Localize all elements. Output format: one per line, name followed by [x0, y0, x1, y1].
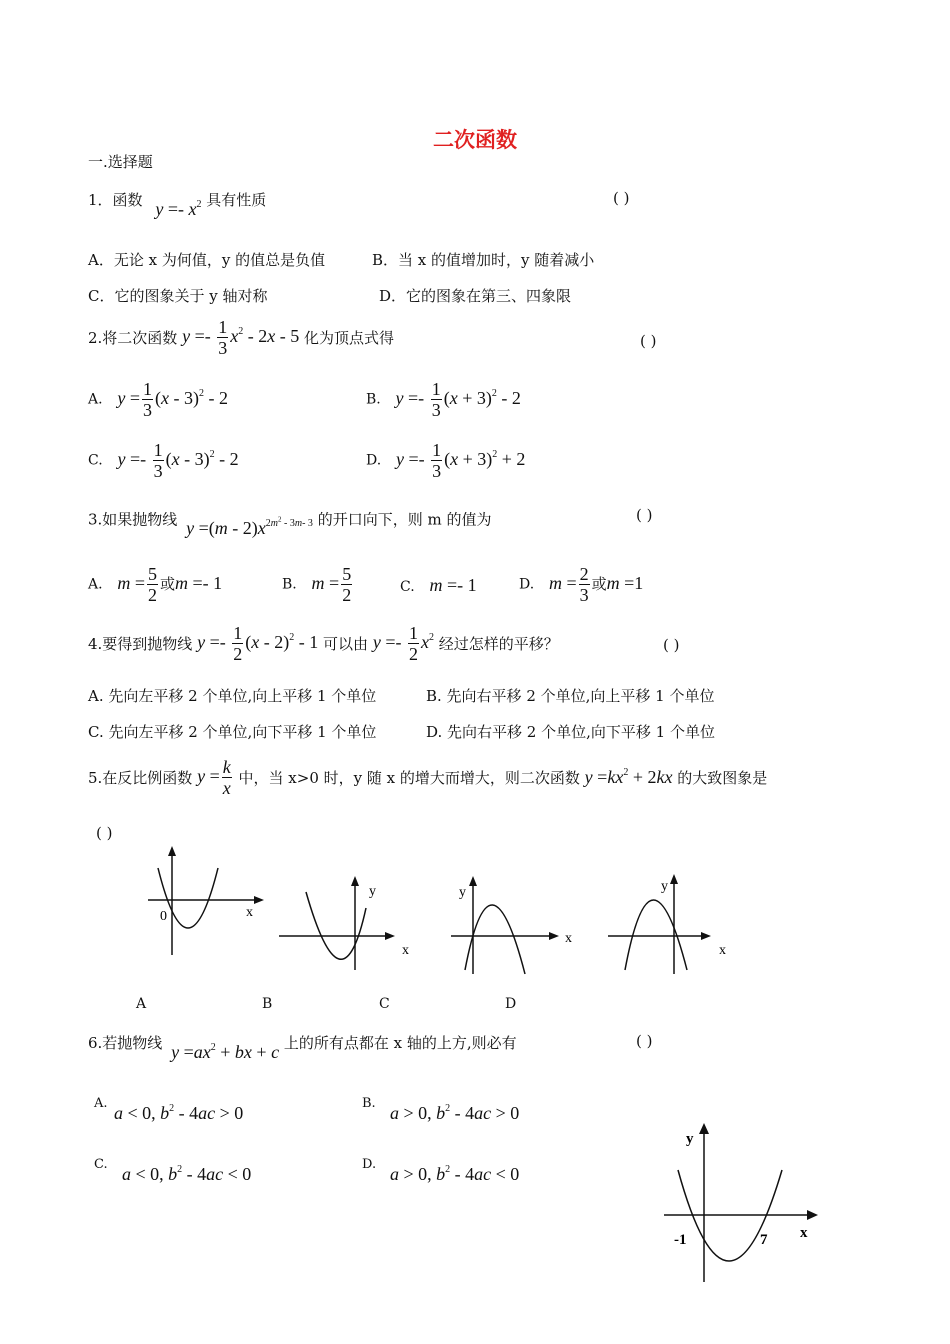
q2-option-d: [366, 440, 525, 481]
q3-option-d-label: D.: [519, 576, 535, 593]
q5-graph-c-label: C: [379, 996, 390, 1012]
q4-formula-1: y =- $\frac{1}{2}$ (x - 2)$^2$ - 1: [197, 623, 319, 664]
q5-stem: [88, 757, 767, 798]
q6-suffix: 上的所有点都在 x 轴的上方,则必有: [283, 1034, 517, 1052]
q3-prefix: 3.如果抛物线: [88, 510, 178, 529]
q5-graph-d-x-label: x: [719, 943, 726, 958]
q6-option-c-formula: a < 0, $b^2 - 4ac < 0$: [122, 1164, 252, 1184]
q3-option-a-formula: m = $\frac{5}{2}$ 或m =- 1: [117, 564, 223, 605]
q2-option-a: [88, 379, 228, 420]
q3-stem: [88, 506, 492, 539]
q5-graph-d-y-label: y: [661, 879, 668, 894]
q4-answer-blank: ( ): [663, 636, 680, 654]
q5-graph-a-x-label: x: [246, 905, 253, 920]
q2-option-c-formula: y =- $\frac{1}{3}$ (x - 3)$^2$ - 2: [117, 440, 239, 481]
q6-option-a-formula: a < 0, $b^2 - 4ac > 0$: [114, 1103, 244, 1123]
q1-suffix: 具有性质: [206, 191, 267, 209]
q1-option-c: C．它的图象关于 y 轴对称: [88, 287, 268, 305]
q3-option-d: [519, 564, 643, 605]
q6-option-d-formula: a > 0, $b^2 - 4ac < 0$: [390, 1164, 520, 1184]
q2-option-b: [366, 379, 521, 420]
q6-graph-neg1-label: -1: [674, 1232, 687, 1248]
q2-option-d-formula: y =- $\frac{1}{3}$ $(x + 3)^2 + 2$: [395, 440, 526, 481]
q3-option-a: [88, 564, 222, 605]
q2-answer-blank: ( ): [640, 332, 657, 350]
q3-or-d: 或: [591, 574, 607, 593]
q5-formula-2: $y =kx^2 + 2kx$: [584, 767, 673, 788]
q4-option-b: B. 先向右平移 2 个单位,向上平移 1 个单位: [426, 687, 715, 705]
q6-graph-y-label: y: [686, 1131, 694, 1147]
q6-stem: [88, 1032, 517, 1062]
q6-graph: [660, 1120, 830, 1285]
q3-option-c: [400, 575, 477, 596]
q2-option-a-formula: y = $\frac{1}{3}$ (x - 3)$^2$ - 2: [117, 379, 228, 420]
q3-suffix: 的开口向下，则 m 的值为: [317, 510, 492, 529]
section-heading: 一.选择题: [88, 153, 153, 171]
q5-graph-d-label: D: [505, 996, 517, 1012]
q1-prefix: 1．函数: [88, 191, 143, 209]
q4-formula-2: y =- $\frac{1}{2}$ $x^2$: [372, 623, 434, 664]
q2-prefix: 2.将二次函数: [88, 329, 178, 348]
q3-option-b-label: B.: [282, 576, 297, 593]
q2-option-a-label: A.: [88, 391, 103, 408]
q2-stem: [88, 317, 394, 358]
q3-option-a-label: A.: [88, 576, 103, 593]
q3-option-b-formula: m = $\frac{5}{2}$: [311, 564, 352, 605]
q6-graph-7-label: 7: [760, 1232, 768, 1248]
q2-option-d-label: D.: [366, 452, 382, 469]
q3-or-a: 或: [160, 574, 176, 593]
q4-option-d: D. 先向右平移 2 个单位,向下平移 1 个单位: [426, 723, 715, 741]
q6-answer-blank: ( ): [636, 1032, 653, 1050]
q3-option-c-label: C.: [400, 579, 415, 595]
q6-option-d-label: D.: [362, 1157, 377, 1172]
q4-option-c: C. 先向左平移 2 个单位,向下平移 1 个单位: [88, 723, 377, 741]
q4-suffix: 经过怎样的平移？: [438, 635, 559, 654]
q6-option-a-label: A.: [94, 1096, 108, 1111]
q3-answer-blank: ( ): [636, 506, 653, 524]
q4-option-a: A. 先向左平移 2 个单位,向上平移 1 个单位: [88, 687, 377, 705]
q1-formula: $y =- x^2$: [155, 199, 202, 219]
q6-graph-x-label: x: [800, 1225, 808, 1241]
q4-prefix: 4.要得到抛物线: [88, 635, 193, 654]
q5-mid: 中，当 x>0 时，y 随 x 的增大而增大，则二次函数: [238, 769, 580, 788]
q5-graph-a: [140, 840, 270, 960]
q5-graph-d: [603, 870, 743, 980]
q5-graph-c-x-label: x: [565, 931, 572, 946]
q5-graph-b-label: B: [262, 996, 273, 1012]
q2-option-b-formula: y =- $\frac{1}{3}$ $(x + 3)^2 - 2$: [395, 379, 521, 420]
q5-graph-a-origin: 0: [160, 909, 167, 924]
q6-option-b-label: B.: [362, 1096, 376, 1111]
q1-option-d: D．它的图象在第三、四象限: [379, 287, 572, 305]
q5-graph-c: [445, 870, 585, 980]
q2-option-b-label: B.: [366, 391, 381, 408]
q3-formula: $y =(m - 2)x^{2m^2 - 3m- 3}$: [186, 516, 313, 539]
q3-option-c-formula: m =- 1: [429, 575, 477, 595]
q5-formula-1: y = $\frac{k}{x}$: [197, 757, 231, 798]
q5-graph-c-y-label: y: [459, 885, 466, 900]
q5-answer-blank: ( ): [96, 824, 113, 842]
q6-formula: $y =ax^2$ + bx + c: [171, 1042, 280, 1062]
q3-option-d-formula: m = $\frac{2}{3}$ 或m =1: [548, 564, 644, 605]
q5-graph-b: [276, 870, 416, 970]
q1-option-a: A．无论 x 为何值，y 的值总是负值: [88, 251, 326, 269]
q6-option-c-label: C.: [94, 1157, 108, 1172]
q6-prefix: 6.若抛物线: [88, 1034, 163, 1052]
q5-suffix: 的大致图象是: [677, 769, 768, 788]
q2-option-c-label: C.: [88, 452, 103, 469]
q5-graph-b-x-label: x: [402, 943, 409, 958]
q4-mid: 可以由: [323, 635, 369, 654]
q5-graph-a-label: A: [136, 996, 147, 1012]
q2-option-c: [88, 440, 239, 481]
q1-answer-blank: ( ): [613, 189, 630, 207]
q2-formula: y =- $\frac{1}{3}$ $x^2 - 2x - 5$: [182, 317, 300, 358]
q4-stem: [88, 623, 559, 664]
q1-stem: [88, 189, 267, 219]
q2-suffix: 化为顶点式得: [304, 329, 395, 348]
q6-option-b-formula: a > 0, $b^2 - 4ac > 0$: [390, 1103, 520, 1123]
page-title: 二次函数: [433, 128, 517, 152]
q5-prefix: 5.在反比例函数: [88, 769, 193, 788]
q5-graph-b-y-label: y: [369, 884, 376, 899]
q3-option-b: [282, 564, 354, 605]
q1-option-b: B．当 x 的值增加时，y 随着减小: [372, 251, 595, 269]
